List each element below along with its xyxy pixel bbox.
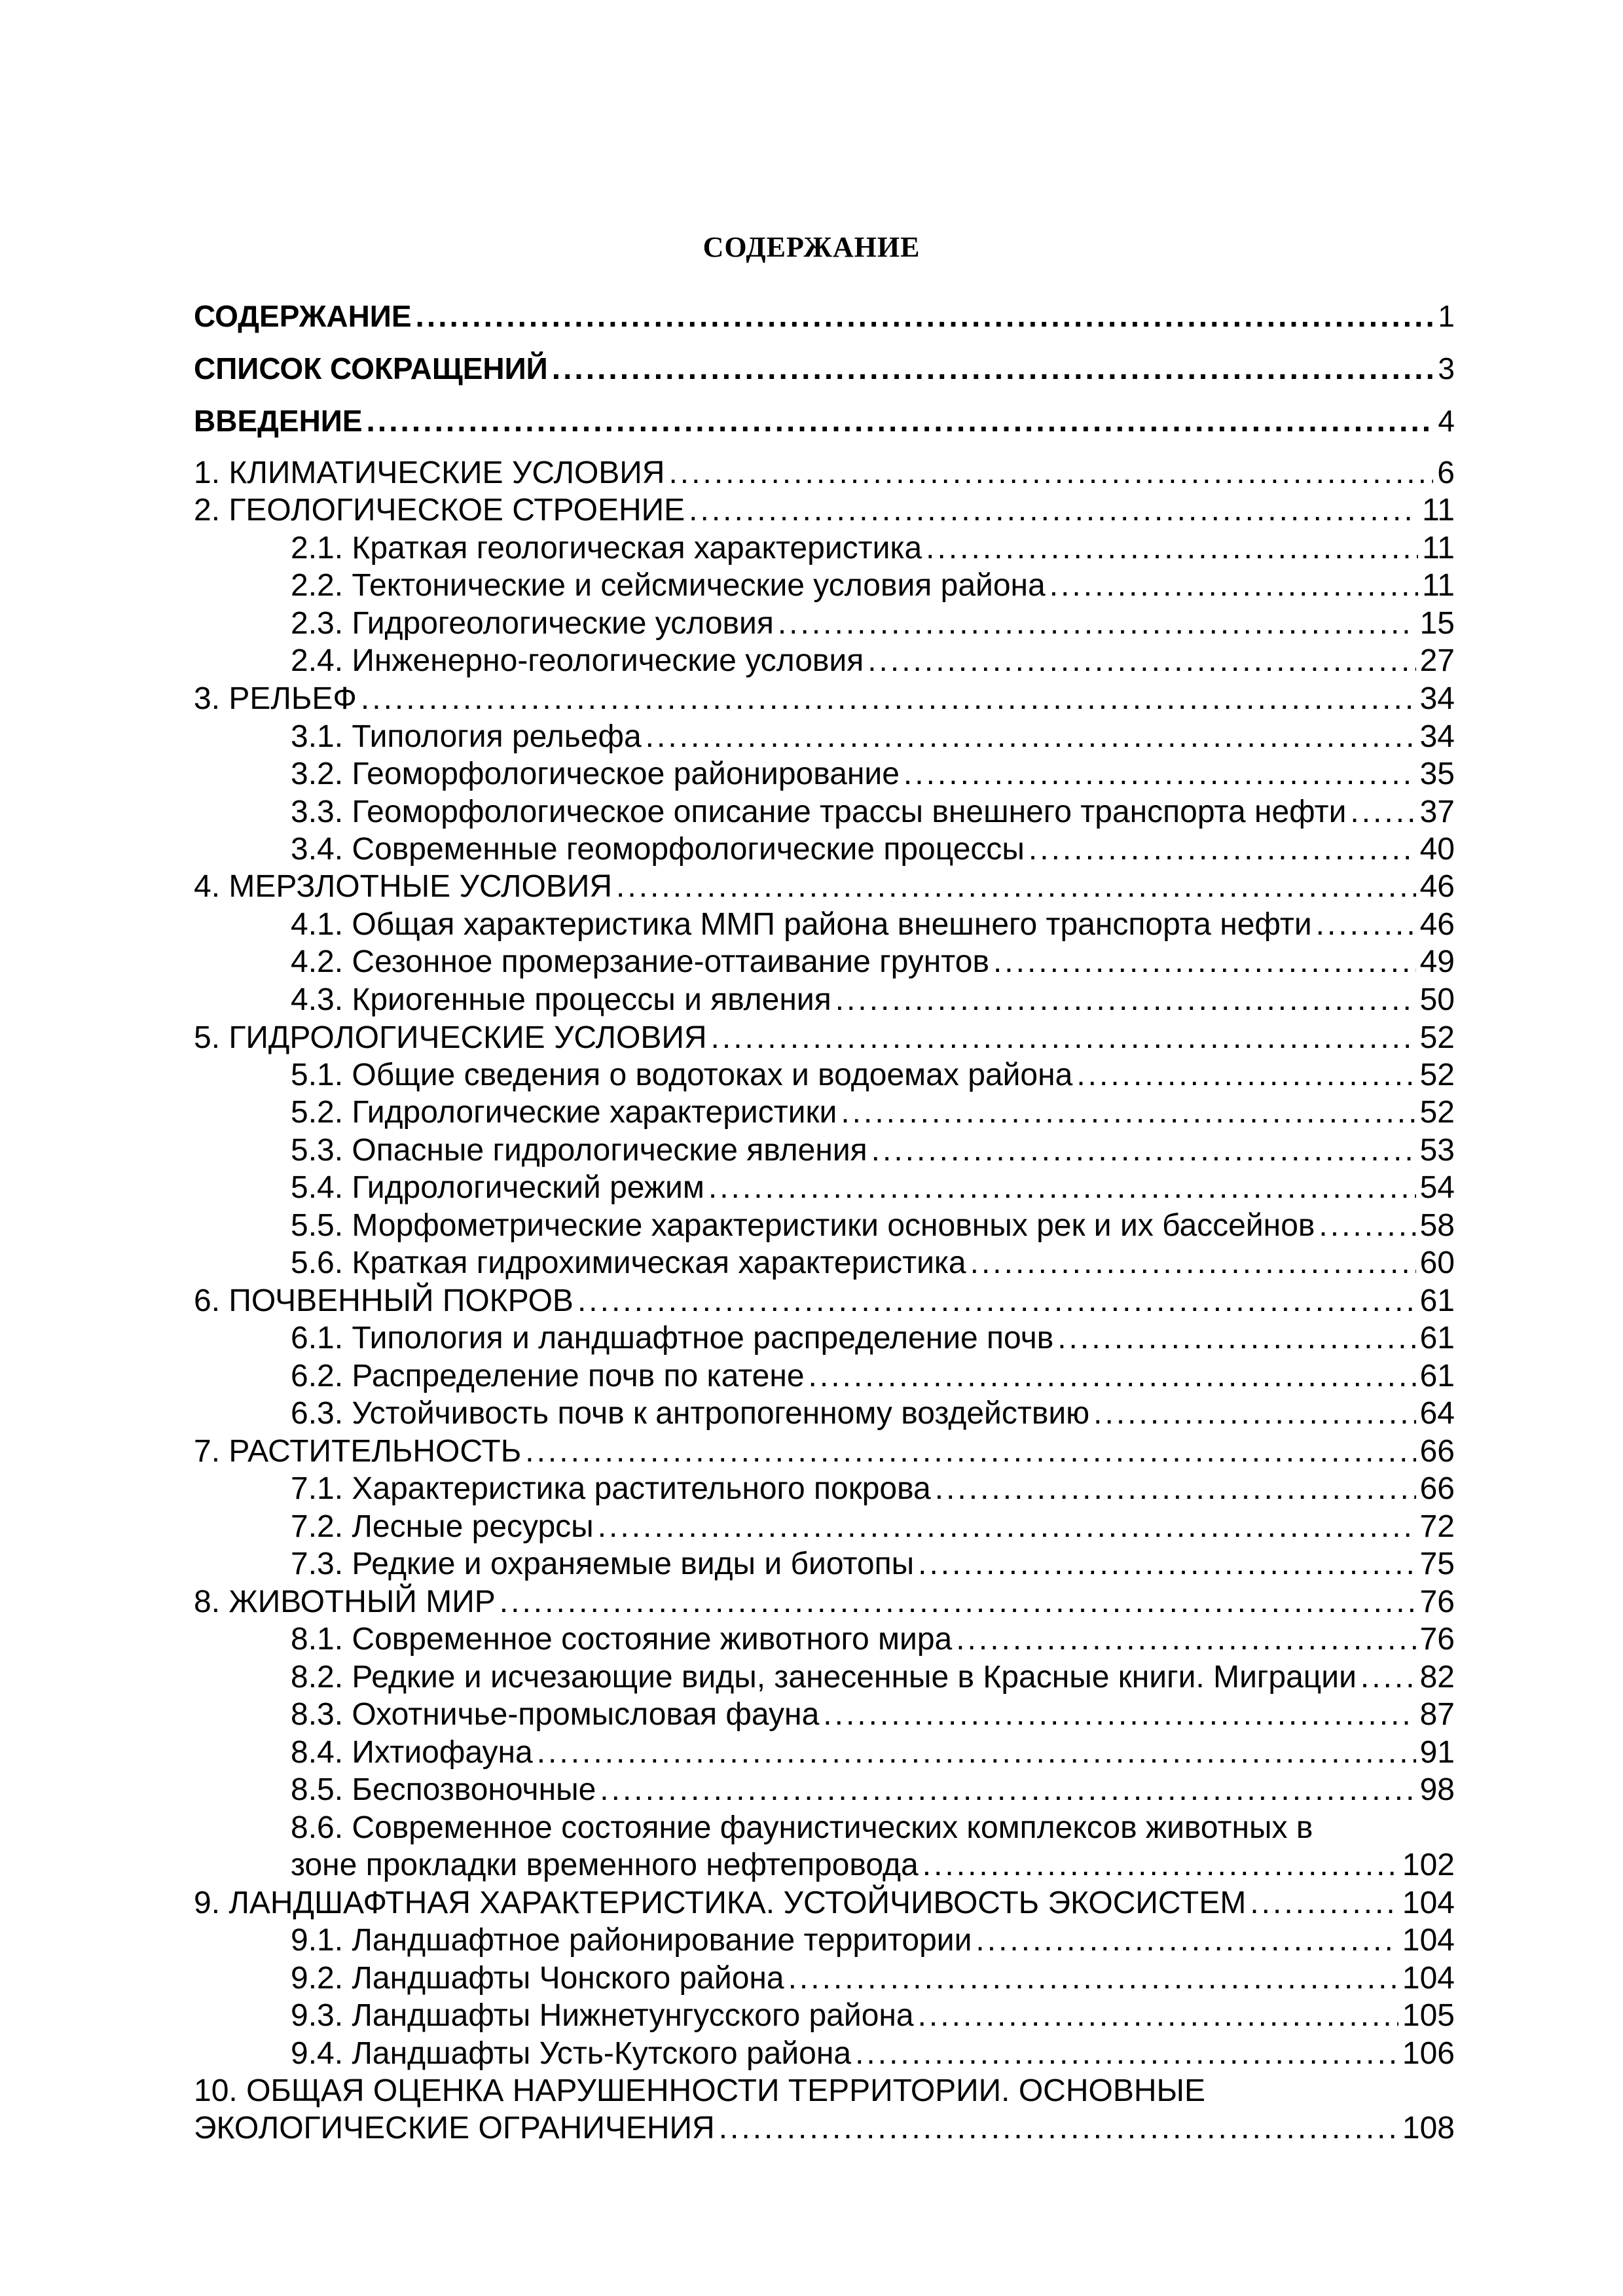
dot-leader xyxy=(711,1020,1416,1056)
toc-entry[interactable] xyxy=(194,1433,1455,1470)
toc-page-number: 60 xyxy=(1419,1246,1455,1280)
dot-leader xyxy=(855,2036,1398,2072)
toc-page-number: 61 xyxy=(1419,1321,1455,1355)
toc-entry-title: 3.2. Геоморфологическое районирование xyxy=(291,757,900,791)
toc-page-number: 91 xyxy=(1419,1735,1455,1770)
toc-entry-title: ВВЕДЕНИЕ xyxy=(194,404,363,438)
toc-page-number: 64 xyxy=(1419,1396,1455,1431)
dot-leader xyxy=(871,1132,1416,1169)
dot-leader xyxy=(841,1094,1415,1131)
toc-entry-title: 3.4. Современные геоморфологические процессы xyxy=(291,832,1025,867)
toc-entry[interactable] xyxy=(291,1734,1455,1771)
toc-page-number: 11 xyxy=(1422,531,1455,565)
toc-entry[interactable] xyxy=(291,1358,1455,1395)
toc-page-number: 52 xyxy=(1419,1020,1455,1055)
toc-entry[interactable] xyxy=(291,906,1455,943)
toc-page-number: 46 xyxy=(1419,869,1455,904)
toc-page-number: 82 xyxy=(1419,1660,1455,1695)
toc-entry[interactable] xyxy=(194,869,1455,905)
dot-leader xyxy=(1360,1659,1416,1696)
toc-entry[interactable] xyxy=(291,643,1455,679)
toc-entry-title: 2.2. Тектонические и сейсмические условия района xyxy=(291,568,1046,603)
toc-entry[interactable] xyxy=(194,681,1455,717)
dot-leader xyxy=(778,605,1416,642)
toc-page-number: 54 xyxy=(1419,1170,1455,1205)
dot-leader xyxy=(1057,1320,1415,1357)
toc-entry-title: 1. КЛИМАТИЧЕСКИЕ УСЛОВИЯ xyxy=(194,456,665,490)
dot-leader xyxy=(1250,1885,1398,1922)
toc-entry-title: 7. РАСТИТЕЛЬНОСТЬ xyxy=(194,1434,522,1469)
toc-page-number: 35 xyxy=(1419,757,1455,791)
toc-entry[interactable] xyxy=(291,2036,1455,2072)
toc-entry[interactable] xyxy=(291,1245,1455,1282)
toc-entry-title: 8. ЖИВОТНЫЙ МИР xyxy=(194,1585,496,1619)
toc-entry-title: 9. ЛАНДШАФТНАЯ ХАРАКТЕРИСТИКА. УСТОЙЧИВОСТЬ ЭКОСИСТЕМ xyxy=(194,1886,1247,1920)
toc-entry[interactable] xyxy=(291,567,1455,604)
toc-page-number: 34 xyxy=(1419,681,1455,716)
toc-entry[interactable] xyxy=(194,1885,1455,1922)
toc-page-number: 11 xyxy=(1422,493,1455,528)
toc-entry-title: 5.4. Гидрологический режим xyxy=(291,1170,704,1205)
dot-leader xyxy=(600,1772,1415,1808)
toc-entry[interactable] xyxy=(291,831,1455,868)
toc-entry-title: 3. РЕЛЬЕФ xyxy=(194,681,357,716)
toc-entry-title: 7.3. Редкие и охраняемые виды и биотопы xyxy=(291,1547,915,1581)
dot-leader xyxy=(367,403,1434,440)
toc-entry-title: 2.1. Краткая геологическая характеристика xyxy=(291,531,922,565)
toc-entry-title: 9.3. Ландшафты Нижнетунгусского района xyxy=(291,1998,914,2033)
dot-leader xyxy=(577,1283,1416,1319)
dot-leader xyxy=(598,1509,1416,1545)
dot-leader xyxy=(809,1358,1416,1395)
toc-entry-title: 2.4. Инженерно-геологические условия xyxy=(291,643,864,678)
toc-entry-title: 8.5. Беспозвоночные xyxy=(291,1772,596,1807)
dot-leader xyxy=(1316,906,1416,943)
toc-entry-title: 2. ГЕОЛОГИЧЕСКОЕ СТРОЕНИЕ xyxy=(194,493,685,528)
toc-entry-title: 4.3. Криогенные процессы и явления xyxy=(291,982,831,1017)
toc-entry[interactable] xyxy=(291,1208,1455,1244)
toc-entry[interactable] xyxy=(291,1057,1455,1094)
dot-leader xyxy=(1093,1395,1415,1432)
page-title: СОДЕРЖАНИЕ xyxy=(702,231,921,263)
toc-entry-title: 3.1. Типология рельефа xyxy=(291,719,642,754)
dot-leader xyxy=(500,1584,1416,1621)
dot-leader xyxy=(918,1546,1416,1583)
dot-leader xyxy=(646,719,1416,755)
toc-page-number: 105 xyxy=(1402,1998,1455,2033)
toc-entry[interactable] xyxy=(291,605,1455,642)
dot-leader xyxy=(1029,831,1416,868)
toc-entry-title: 8.2. Редкие и исчезающие виды, занесенные в Красные книги. Миграции xyxy=(291,1660,1357,1695)
toc-entry-title: 9.1. Ландшафтное районирование территории xyxy=(291,1923,972,1958)
toc-page-number: 98 xyxy=(1419,1772,1455,1807)
toc-entry-title: 3.3. Геоморфологическое описание трассы внешнего транспорта нефти xyxy=(291,795,1347,829)
toc-entry[interactable] xyxy=(291,530,1455,567)
dot-leader xyxy=(416,298,1434,335)
toc-entry[interactable] xyxy=(194,298,1455,335)
dot-leader xyxy=(835,982,1416,1018)
toc-entry[interactable] xyxy=(291,1170,1455,1206)
toc-entry-title: 7.1. Характеристика растительного покрова xyxy=(291,1471,931,1506)
toc-page-number: 108 xyxy=(1402,2111,1455,2145)
dot-leader xyxy=(823,1696,1415,1733)
toc-entry[interactable] xyxy=(291,1546,1455,1583)
toc-entry[interactable] xyxy=(291,1922,1455,1959)
dot-leader xyxy=(537,1734,1416,1771)
dot-leader xyxy=(1319,1208,1415,1244)
toc-page-number: 27 xyxy=(1419,643,1455,678)
toc-page-number: 104 xyxy=(1402,1886,1455,1920)
toc-entry[interactable] xyxy=(291,982,1455,1018)
toc-page-number: 3 xyxy=(1438,351,1455,386)
toc-entry-title: 5.6. Краткая гидрохимическая характеристика xyxy=(291,1246,966,1280)
toc-entry-title: 8.4. Ихтиофауна xyxy=(291,1735,533,1770)
dot-leader xyxy=(1049,567,1418,604)
dot-leader xyxy=(361,681,1416,717)
dot-leader xyxy=(668,455,1433,492)
toc-page-number: 52 xyxy=(1419,1095,1455,1130)
toc-page-number: 50 xyxy=(1419,982,1455,1017)
toc-page-number: 61 xyxy=(1419,1359,1455,1393)
toc-entry-title: 5.1. Общие сведения о водотоках и водоемах района xyxy=(291,1058,1073,1092)
toc-entry[interactable] xyxy=(291,794,1455,831)
toc-entry-title: ЭКОЛОГИЧЕСКИЕ ОГРАНИЧЕНИЯ xyxy=(194,2111,715,2145)
toc-entry[interactable] xyxy=(194,492,1455,529)
toc-entry-title: 8.1. Современное состояние животного мира xyxy=(291,1622,953,1657)
toc-page-number: 46 xyxy=(1419,907,1455,942)
toc-entry-title: 5.3. Опасные гидрологические явления xyxy=(291,1133,867,1168)
toc-entry-title: СОДЕРЖАНИЕ xyxy=(194,299,412,333)
toc-entry[interactable] xyxy=(291,1659,1455,1696)
toc-entry-title: 6.1. Типология и ландшафтное распределение почв xyxy=(291,1321,1054,1355)
dot-leader xyxy=(970,1245,1416,1282)
toc-page-number: 104 xyxy=(1402,1961,1455,1996)
toc-entry[interactable] xyxy=(291,1509,1455,1545)
toc-entry-title: 6.3. Устойчивость почв к антропогенному воздействию xyxy=(291,1396,1090,1431)
toc-page-number: 76 xyxy=(1419,1622,1455,1657)
toc-entry[interactable] xyxy=(194,403,1455,440)
toc-entry[interactable] xyxy=(291,1320,1455,1357)
toc-entry-title: 5. ГИДРОЛОГИЧЕСКИЕ УСЛОВИЯ xyxy=(194,1020,707,1055)
dot-leader xyxy=(1350,794,1415,831)
toc-entry[interactable] xyxy=(291,756,1455,793)
dot-leader xyxy=(616,869,1416,905)
toc-entry-title: 9.4. Ландшафты Усть-Кутского района xyxy=(291,2036,852,2071)
toc-page-number: 1 xyxy=(1438,299,1455,333)
dot-leader xyxy=(993,944,1416,980)
toc-page-number: 76 xyxy=(1419,1585,1455,1619)
toc-entry-title: 6. ПОЧВЕННЫЙ ПОКРОВ xyxy=(194,1283,574,1318)
toc-entry[interactable] xyxy=(291,1132,1455,1169)
dot-leader xyxy=(956,1621,1415,1658)
dot-leader xyxy=(552,351,1434,387)
toc-entry[interactable] xyxy=(291,1772,1455,1808)
toc-page-number: 15 xyxy=(1419,606,1455,641)
toc-page-number: 72 xyxy=(1419,1509,1455,1544)
toc-entry[interactable] xyxy=(194,2110,1455,2147)
toc-entry[interactable] xyxy=(291,1960,1455,1997)
dot-leader xyxy=(903,756,1416,793)
toc-entry-title: 4.2. Сезонное промерзание-оттаивание грунтов xyxy=(291,944,989,979)
toc-page-number: 11 xyxy=(1422,568,1455,603)
toc-entry-title[interactable]: 8.6. Современное состояние фаунистических комплексов животных в xyxy=(291,1810,1313,1845)
toc-entry-title: 5.2. Гидрологические характеристики xyxy=(291,1095,837,1130)
dot-leader xyxy=(976,1922,1398,1959)
dot-leader xyxy=(719,2110,1398,2147)
toc-page-number: 34 xyxy=(1419,719,1455,754)
toc-entry[interactable] xyxy=(194,455,1455,492)
toc-entry[interactable] xyxy=(291,1471,1455,1507)
dot-leader xyxy=(926,530,1418,567)
dot-leader xyxy=(689,492,1418,529)
toc-entry-title[interactable]: 10. ОБЩАЯ ОЦЕНКА НАРУШЕННОСТИ ТЕРРИТОРИИ. ОСНОВНЫЕ xyxy=(194,2073,1206,2108)
toc-page-number: 75 xyxy=(1419,1547,1455,1581)
toc-entry-title: 4.1. Общая характеристика ММП района внешнего транспорта нефти xyxy=(291,907,1312,942)
toc-page-number: 66 xyxy=(1419,1434,1455,1469)
toc-page-number: 104 xyxy=(1402,1923,1455,1958)
toc-entry[interactable] xyxy=(291,1395,1455,1432)
toc-entry-title: 9.2. Ландшафты Чонского района xyxy=(291,1961,784,1996)
toc-entry-title: 7.2. Лесные ресурсы xyxy=(291,1509,594,1544)
toc-page-number: 106 xyxy=(1402,2036,1455,2071)
toc-page-number: 102 xyxy=(1402,1848,1455,1882)
toc-entry-title: 8.3. Охотничье-промысловая фауна xyxy=(291,1697,820,1732)
toc-entry[interactable] xyxy=(194,1283,1455,1319)
toc-entry-title: 2.3. Гидрогеологические условия xyxy=(291,606,774,641)
dot-leader xyxy=(867,643,1415,679)
dot-leader xyxy=(922,1847,1398,1884)
toc-page-number: 87 xyxy=(1419,1697,1455,1732)
toc-entry[interactable] xyxy=(291,1621,1455,1658)
toc-page-number: 52 xyxy=(1419,1058,1455,1092)
toc-entry[interactable] xyxy=(291,1847,1455,1884)
dot-leader xyxy=(1076,1057,1415,1094)
toc-entry[interactable] xyxy=(194,350,1455,387)
toc-entry-title: 6.2. Распределение почв по катене xyxy=(291,1359,805,1393)
toc-entry[interactable] xyxy=(194,1584,1455,1621)
toc-entry-title: 5.5. Морфометрические характеристики основных рек и их бассейнов xyxy=(291,1208,1315,1243)
toc-page-number: 58 xyxy=(1419,1208,1455,1243)
toc-entry[interactable] xyxy=(291,944,1455,980)
toc-page-number: 49 xyxy=(1419,944,1455,979)
dot-leader xyxy=(918,1998,1398,2034)
toc-entry[interactable] xyxy=(291,1998,1455,2034)
toc-entry-title: зоне прокладки временного нефтепровода xyxy=(291,1848,919,1882)
toc-page-number: 6 xyxy=(1437,456,1455,490)
toc-page-number: 4 xyxy=(1438,404,1455,438)
toc-entry[interactable] xyxy=(291,1094,1455,1131)
toc-page-number: 40 xyxy=(1419,832,1455,867)
dot-leader xyxy=(708,1170,1416,1206)
toc-entry[interactable] xyxy=(291,1696,1455,1733)
dot-leader xyxy=(935,1471,1416,1507)
toc-page-number: 37 xyxy=(1419,795,1455,829)
toc-entry[interactable] xyxy=(194,1020,1455,1056)
toc-page-number: 66 xyxy=(1419,1471,1455,1506)
toc-page-number: 53 xyxy=(1419,1133,1455,1168)
toc-entry-title: СПИСОК СОКРАЩЕНИЙ xyxy=(194,351,548,386)
dot-leader xyxy=(525,1433,1415,1470)
dot-leader xyxy=(788,1960,1398,1997)
toc-entry-title: 4. МЕРЗЛОТНЫЕ УСЛОВИЯ xyxy=(194,869,613,904)
toc-entry[interactable] xyxy=(291,719,1455,755)
toc-page-number: 61 xyxy=(1419,1283,1455,1318)
